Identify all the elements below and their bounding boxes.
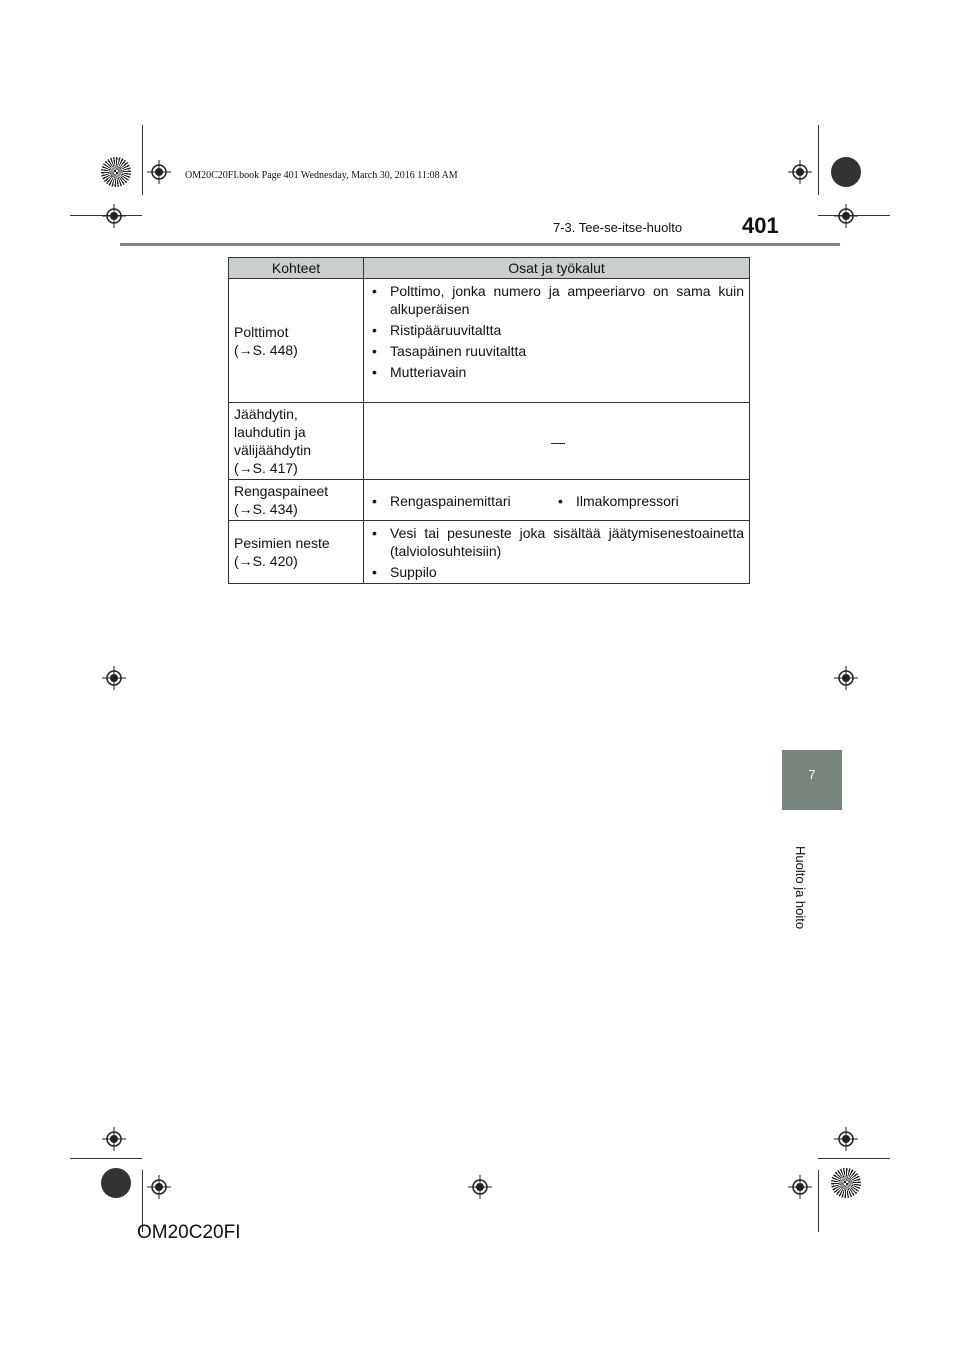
table-row <box>229 279 750 403</box>
footer-code: OM20C20FI <box>137 1222 241 1243</box>
chapter-tab <box>782 750 842 810</box>
list-item: • Polttimo, jonka numero ja ampeeriarvo on sama kuin alkuperäisen <box>372 282 744 318</box>
chapter-label: Huolto ja hoito <box>793 846 808 930</box>
parts-cell <box>364 279 750 403</box>
sunburst-mark-icon <box>101 157 131 187</box>
registration-mark-icon <box>102 666 126 690</box>
item-name: lauhdutin ja <box>234 424 306 440</box>
registration-mark-icon <box>147 1175 171 1199</box>
list-item: • Vesi tai pesuneste joka sisältää jäätymisenestoainetta (talviolosuhteisiin) <box>372 524 744 560</box>
list-item: • Ristipääruuvitaltta <box>372 321 744 339</box>
registration-mark-icon <box>468 1175 492 1199</box>
section-title: 7-3. Tee-se-itse-huolto <box>553 220 683 235</box>
registration-mark-icon <box>147 160 171 184</box>
item-cell <box>229 480 364 521</box>
item-name: Rengaspaineet <box>234 483 329 499</box>
list-item: • Rengaspainemittari <box>372 492 558 510</box>
registration-mark-icon <box>788 1175 812 1199</box>
registration-mark-icon <box>834 666 858 690</box>
page-number: 401 <box>742 213 779 238</box>
parts-cell <box>364 480 750 521</box>
item-name: Jäähdytin, <box>234 406 298 422</box>
table-row <box>229 521 750 584</box>
parts-cell-empty: — <box>364 403 750 480</box>
registration-mark-icon <box>834 1127 858 1151</box>
column-header-items: Kohteet <box>229 258 364 279</box>
registration-mark-icon <box>102 204 126 228</box>
item-name: Pesimien neste <box>234 535 330 551</box>
item-name: välijäähdytin <box>234 442 312 458</box>
sunburst-mark-icon <box>101 1168 131 1198</box>
sunburst-mark-icon <box>831 157 861 187</box>
registration-mark-icon <box>102 1127 126 1151</box>
header-rule <box>120 243 840 246</box>
sunburst-mark-icon <box>831 1168 861 1198</box>
parts-table <box>228 257 750 584</box>
item-cell <box>229 279 364 403</box>
page-reference: (→S. 448) <box>234 341 298 358</box>
registration-mark-icon <box>834 204 858 228</box>
list-item: • Suppilo <box>372 563 744 581</box>
page-reference: (→S. 420) <box>234 553 298 569</box>
column-header-parts: Osat ja työkalut <box>364 258 750 279</box>
registration-mark-icon <box>788 160 812 184</box>
list-item: • Mutteriavain <box>372 363 744 381</box>
table-header-row <box>229 258 750 279</box>
book-stamp: OM20C20FI.book Page 401 Wednesday, March 30, 2016 11:08 AM <box>185 170 458 181</box>
list-item: • Tasapäinen ruuvitaltta <box>372 342 744 360</box>
item-name: Polttimot <box>234 323 289 340</box>
list-item: • Ilmakompressori <box>558 492 744 510</box>
item-cell <box>229 403 364 480</box>
table-row <box>229 403 750 480</box>
chapter-number: 7 <box>808 767 816 782</box>
page-reference: (→S. 434) <box>234 501 298 517</box>
parts-cell <box>364 521 750 584</box>
item-cell <box>229 521 364 584</box>
page-reference: (→S. 417) <box>234 460 298 476</box>
table-row <box>229 480 750 521</box>
